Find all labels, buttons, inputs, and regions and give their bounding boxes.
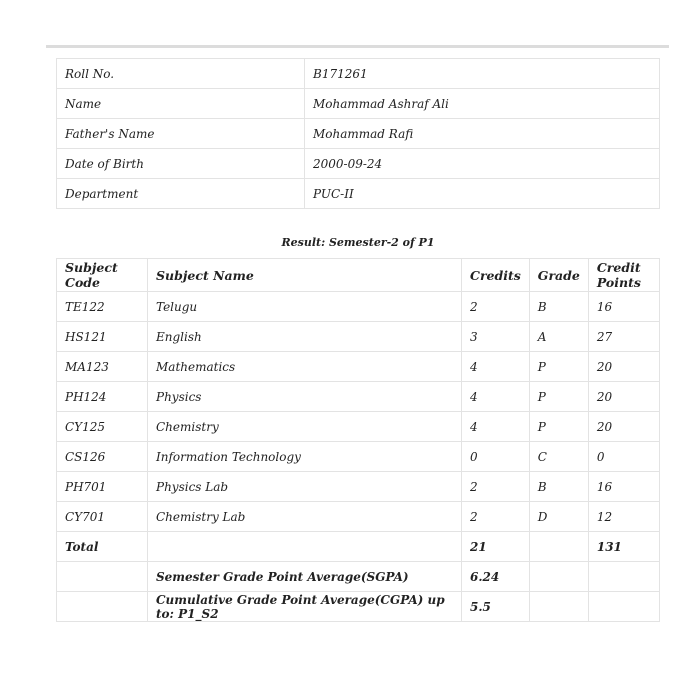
credit-points-cell: 27	[588, 322, 659, 352]
subject-name-cell: Information Technology	[148, 442, 462, 472]
info-value: PUC-II	[305, 179, 660, 209]
credits-cell: 3	[462, 322, 530, 352]
subject-code-cell: CY125	[57, 412, 148, 442]
sgpa-label: Semester Grade Point Average(SGPA)	[148, 562, 462, 592]
subject-code-cell: CY701	[57, 502, 148, 532]
table-row	[57, 412, 660, 442]
grade-cell: A	[529, 322, 588, 352]
credit-points-cell: 20	[588, 382, 659, 412]
grade-cell: P	[529, 352, 588, 382]
credits-cell: 4	[462, 352, 530, 382]
credit-points-cell: 0	[588, 442, 659, 472]
header-subject-code: Subject Code	[57, 259, 148, 292]
subject-code-cell: MA123	[57, 352, 148, 382]
cgpa-row	[57, 592, 660, 622]
header-credits: Credits	[462, 259, 530, 292]
grade-cell: B	[529, 292, 588, 322]
sgpa-empty-grade	[529, 562, 588, 592]
top-divider	[46, 45, 669, 48]
credits-cell: 0	[462, 442, 530, 472]
info-value: Mohammad Rafi	[305, 119, 660, 149]
header-credit-points: Credit Points	[588, 259, 659, 292]
info-label: Date of Birth	[57, 149, 305, 179]
grade-cell: C	[529, 442, 588, 472]
credits-cell: 2	[462, 502, 530, 532]
credits-cell: 2	[462, 292, 530, 322]
result-title: Result: Semester-2 of P1	[281, 236, 435, 249]
cgpa-empty-points	[588, 592, 659, 622]
credit-points-cell: 12	[588, 502, 659, 532]
total-empty-grade	[529, 532, 588, 562]
info-value: 2000-09-24	[305, 149, 660, 179]
total-row	[57, 532, 660, 562]
cgpa-value: 5.5	[462, 592, 530, 622]
info-label: Father's Name	[57, 119, 305, 149]
table-row	[57, 352, 660, 382]
info-row	[57, 119, 660, 149]
subject-code-cell: PH701	[57, 472, 148, 502]
grade-cell: P	[529, 412, 588, 442]
subject-name-cell: Physics	[148, 382, 462, 412]
grade-cell: D	[529, 502, 588, 532]
sgpa-row	[57, 562, 660, 592]
credits-cell: 2	[462, 472, 530, 502]
credits-cell: 4	[462, 382, 530, 412]
subject-name-cell: English	[148, 322, 462, 352]
table-row	[57, 382, 660, 412]
sgpa-empty	[57, 562, 148, 592]
total-label: Total	[57, 532, 148, 562]
header-grade: Grade	[529, 259, 588, 292]
info-row	[57, 179, 660, 209]
subject-code-cell: PH124	[57, 382, 148, 412]
credit-points-cell: 20	[588, 352, 659, 382]
info-row	[57, 59, 660, 89]
subject-name-cell: Mathematics	[148, 352, 462, 382]
table-row	[57, 292, 660, 322]
sgpa-empty-points	[588, 562, 659, 592]
info-label: Name	[57, 89, 305, 119]
cgpa-empty-grade	[529, 592, 588, 622]
table-row	[57, 502, 660, 532]
credit-points-cell: 16	[588, 472, 659, 502]
cgpa-label: Cumulative Grade Point Average(CGPA) up to: P1_S2	[148, 592, 462, 622]
subject-name-cell: Chemistry	[148, 412, 462, 442]
table-row	[57, 442, 660, 472]
grade-cell: B	[529, 472, 588, 502]
grades-table	[56, 258, 660, 622]
info-value: B171261	[305, 59, 660, 89]
subject-code-cell: HS121	[57, 322, 148, 352]
info-label: Roll No.	[57, 59, 305, 89]
total-credits: 21	[462, 532, 530, 562]
grade-cell: P	[529, 382, 588, 412]
subject-name-cell: Physics Lab	[148, 472, 462, 502]
info-row	[57, 149, 660, 179]
total-empty	[148, 532, 462, 562]
subject-name-cell: Chemistry Lab	[148, 502, 462, 532]
credit-points-cell: 20	[588, 412, 659, 442]
table-row	[57, 472, 660, 502]
subject-code-cell: TE122	[57, 292, 148, 322]
table-row	[57, 322, 660, 352]
sgpa-value: 6.24	[462, 562, 530, 592]
credits-cell: 4	[462, 412, 530, 442]
student-info-table	[56, 58, 660, 209]
info-row	[57, 89, 660, 119]
credit-points-cell: 16	[588, 292, 659, 322]
info-label: Department	[57, 179, 305, 209]
info-value: Mohammad Ashraf Ali	[305, 89, 660, 119]
header-subject-name: Subject Name	[148, 259, 462, 292]
cgpa-empty	[57, 592, 148, 622]
subject-code-cell: CS126	[57, 442, 148, 472]
total-points: 131	[588, 532, 659, 562]
grades-header-row	[57, 259, 660, 292]
subject-name-cell: Telugu	[148, 292, 462, 322]
